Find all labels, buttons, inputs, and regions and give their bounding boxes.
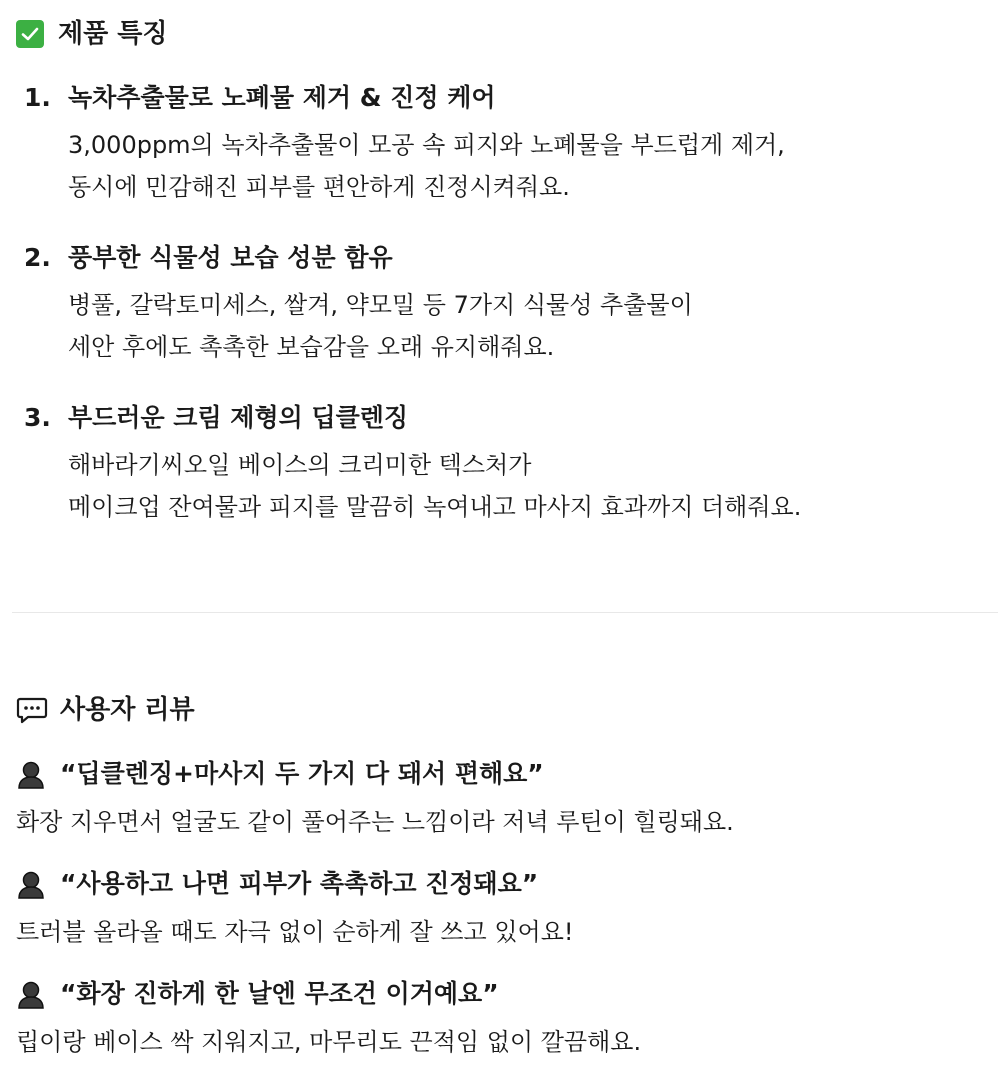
person-icon <box>16 869 46 899</box>
feature-description <box>24 284 984 368</box>
feature-number: 3. <box>24 403 51 432</box>
feature-description-line: 동시에 민감해진 피부를 편안하게 진정시켜줘요. <box>68 173 570 201</box>
review-title-text: “딥클렌징+마사지 두 가지 다 돼서 편해요” <box>60 759 544 788</box>
reviews-heading-text: 사용자 리뷰 <box>60 695 195 725</box>
features-heading <box>16 16 168 52</box>
feature-title <box>24 400 984 436</box>
feature-title-text: 풍부한 식물성 보습 성분 함유 <box>68 243 393 272</box>
feature-number: 2. <box>24 243 51 272</box>
feature-title-text: 부드러운 크림 제형의 딥클렌징 <box>68 403 409 432</box>
check-mark-icon <box>16 20 44 48</box>
feature-description-line: 3,000ppm의 녹차추출물이 모공 속 피지와 노폐물을 부드럽게 제거, <box>68 131 785 159</box>
feature-item <box>24 400 984 528</box>
section-divider <box>12 612 998 613</box>
review-body: 화장 지우면서 얼굴도 같이 풀어주는 느낌이라 저녁 루틴이 힐링돼요. <box>16 808 734 836</box>
review-title <box>16 756 986 792</box>
feature-description <box>24 444 984 528</box>
speech-bubble-icon <box>16 696 48 724</box>
feature-title <box>24 80 984 116</box>
review-title-text: “사용하고 나면 피부가 촉촉하고 진정돼요” <box>60 869 539 898</box>
person-icon <box>16 759 46 789</box>
feature-title-text: 녹차추출물로 노폐물 제거 & 진정 케어 <box>68 83 496 112</box>
review-body: 립이랑 베이스 싹 지워지고, 마무리도 끈적임 없이 깔끔해요. <box>16 1028 642 1056</box>
review-title <box>16 866 986 902</box>
person-icon <box>16 979 46 1009</box>
features-heading-text: 제품 특징 <box>58 19 168 49</box>
reviews-heading <box>16 692 195 728</box>
feature-description-line: 해바라기씨오일 베이스의 크리미한 텍스처가 <box>68 451 532 479</box>
review-title <box>16 976 986 1012</box>
feature-number: 1. <box>24 83 51 112</box>
feature-item <box>24 240 984 368</box>
feature-description-line: 세안 후에도 촉촉한 보습감을 오래 유지해줘요. <box>68 333 555 361</box>
feature-title <box>24 240 984 276</box>
review-item <box>16 756 986 840</box>
feature-description <box>24 124 984 208</box>
feature-description-line: 메이크업 잔여물과 피지를 말끔히 녹여내고 마사지 효과까지 더해줘요. <box>68 493 802 521</box>
feature-description-line: 병풀, 갈락토미세스, 쌀겨, 약모밀 등 7가지 식물성 추출물이 <box>68 291 693 319</box>
feature-item <box>24 80 984 208</box>
review-item <box>16 866 986 950</box>
review-title-text: “화장 진하게 한 날엔 무조건 이거예요” <box>60 979 499 1008</box>
review-item <box>16 976 986 1060</box>
review-body: 트러블 올라올 때도 자극 없이 순하게 잘 쓰고 있어요! <box>16 918 574 946</box>
